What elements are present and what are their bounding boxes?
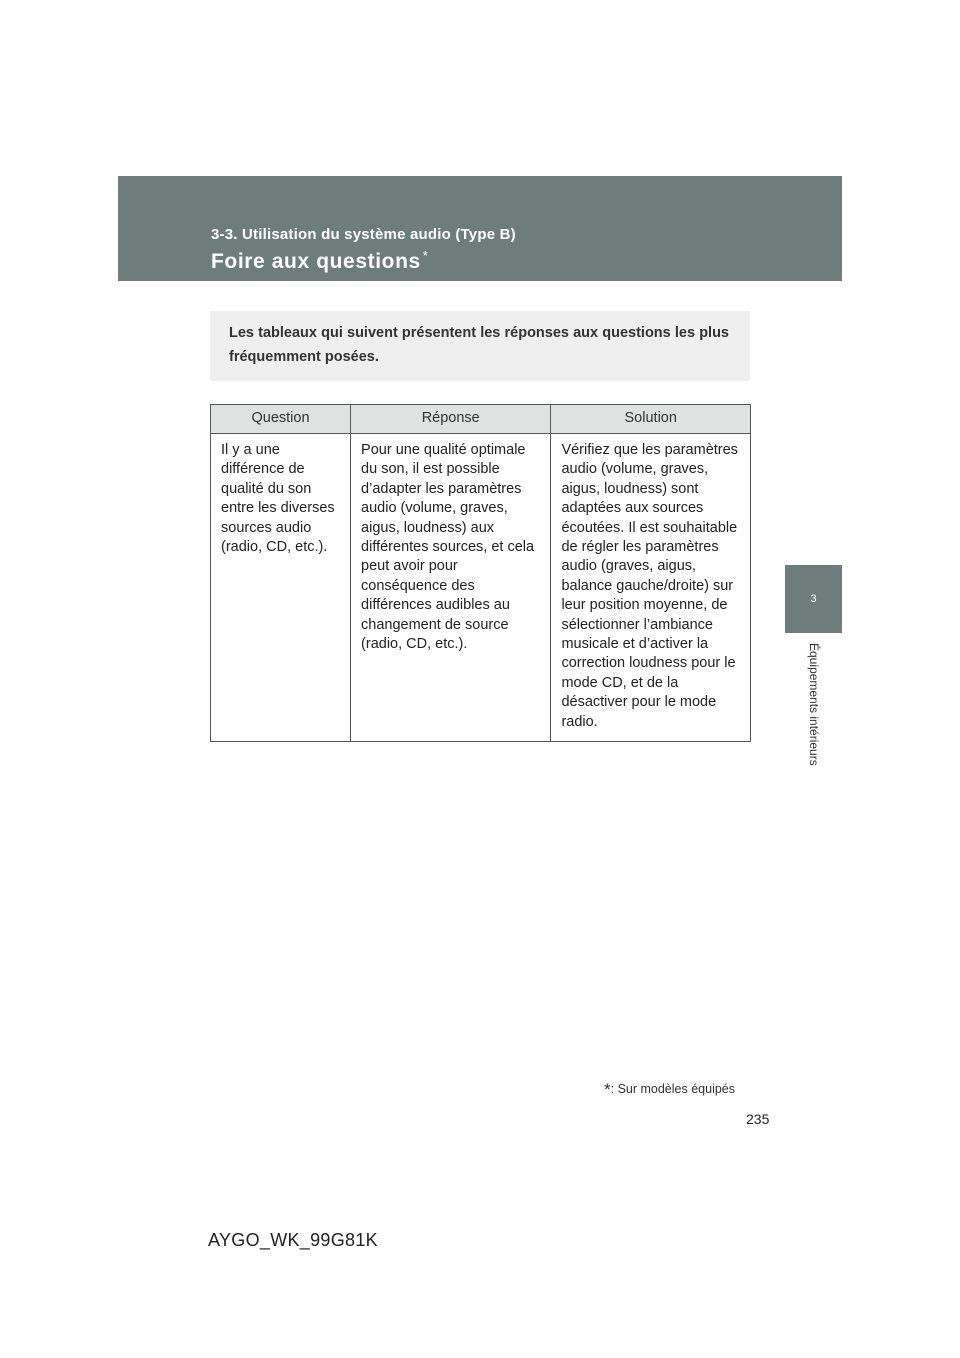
footnote [604, 1080, 735, 1100]
column-header-response: Réponse [351, 405, 551, 434]
table-header-row [211, 405, 751, 434]
column-header-question: Question [211, 405, 351, 434]
response-cell: Pour une qualité optimale du son, il est possible d’adapter les paramètres audio (volume, graves, aigus, loudness) aux différentes sources, et cela peut avoir pour conséquence des différences audibles au changement de source (radio, CD, etc.). [351, 434, 551, 742]
column-header-solution: Solution [551, 405, 751, 434]
footnote-text: : Sur modèles équipés [610, 1082, 736, 1096]
solution-cell: Vérifiez que les paramètres audio (volume, graves, aigus, loudness) sont adaptées aux sources écoutées. Il est souhaitable de régler les paramètres audio (graves, aigus, balance gauche/droite) sur leur position moyenne, de sélectionner l’ambiance musicale et d’activer la correction loudness pour le mode CD, et de la désactiver pour le mode radio. [551, 434, 751, 742]
intro-text: Les tableaux qui suivent présentent les réponses aux questions les plus fréquemment posées. [229, 325, 729, 365]
faq-table [210, 404, 751, 742]
chapter-tab: 3 [785, 565, 842, 633]
title-asterisk: * [422, 248, 429, 263]
chapter-title: Équipements intérieurs [807, 643, 821, 766]
section-label: 3-3. Utilisation du système audio (Type B) [211, 226, 516, 243]
page-title [211, 248, 428, 274]
table-row [211, 434, 751, 742]
question-cell: Il y a une différence de qualité du son entre les diverses sources audio (radio, CD, etc.). [211, 434, 351, 742]
footnote-asterisk: * [604, 1080, 611, 1099]
intro-box [210, 311, 750, 381]
page-number: 235 [746, 1111, 770, 1127]
page-title-text: Foire aux questions [211, 250, 421, 273]
document-code: AYGO_WK_99G81K [208, 1230, 378, 1250]
page-header [118, 176, 842, 281]
